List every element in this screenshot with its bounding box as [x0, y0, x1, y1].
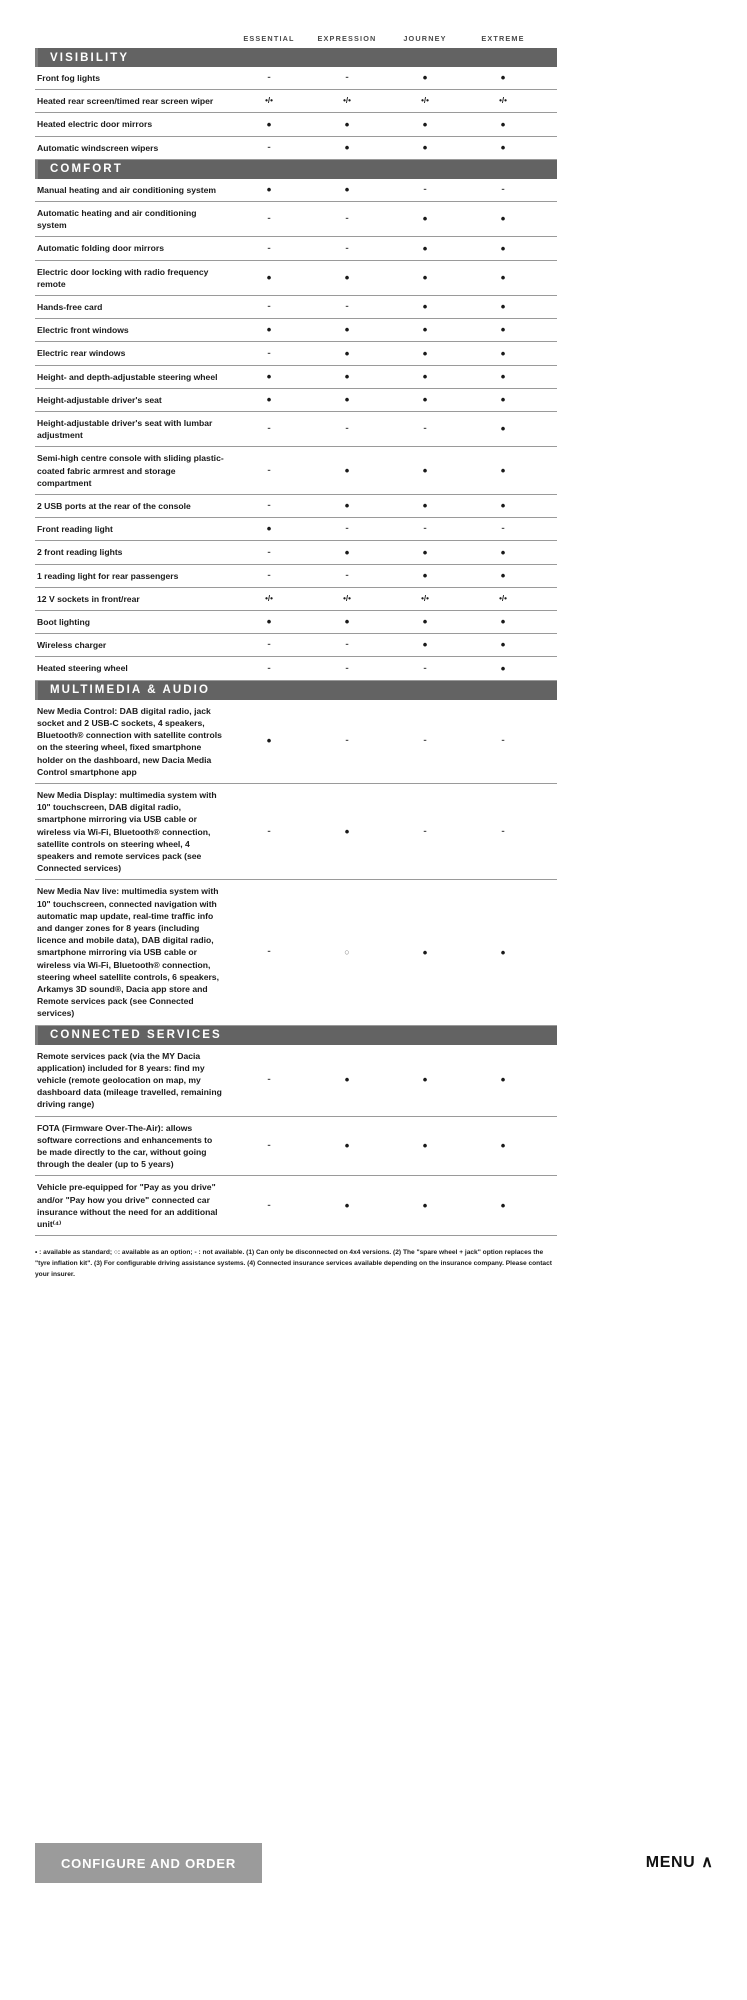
availability-cell: • [422, 322, 428, 338]
availability-cell: - [267, 825, 271, 837]
column-header-row [0, 0, 580, 48]
table-row [35, 237, 557, 260]
availability-cell: • [422, 1138, 428, 1154]
table-row [35, 880, 557, 1025]
availability-cell: • [500, 240, 506, 256]
availability-cell: • [500, 299, 506, 315]
table-row [35, 202, 557, 237]
legend-footnote: • : available as standard; ○: available as an option; - : not available. (1) Can only be disconnected on 4x4 versions. (2) The "spare wheel + jack" option replaces the "tyre inflation kit". (3) For configurable driving assistance systems. (4) Connected insurance services available depending on the insurance company. Please contact your insurer. [35, 1249, 552, 1278]
feature-label: Manual heating and air conditioning system [37, 184, 217, 195]
table-row [35, 657, 557, 680]
column-header-journey: JOURNEY [403, 34, 447, 43]
availability-cell: - [267, 500, 271, 512]
availability-cell: - [267, 72, 271, 84]
availability-cell: • [344, 368, 350, 384]
section-title: MULTIMEDIA & AUDIO [50, 684, 211, 697]
availability-cell: - [423, 662, 427, 674]
availability-cell: - [267, 569, 271, 581]
table-row [35, 1045, 557, 1117]
availability-cell: •/• [421, 96, 429, 106]
availability-cell: • [344, 345, 350, 361]
availability-cell: • [500, 421, 506, 437]
table-row [35, 518, 557, 541]
feature-label: Height-adjustable driver's seat [37, 394, 162, 405]
availability-cell: • [500, 498, 506, 514]
feature-label: Front reading light [37, 524, 113, 535]
availability-cell: - [267, 546, 271, 558]
table-row [35, 700, 557, 784]
feature-label: New Media Nav live: multimedia system with 10" touchscreen, connected navigation with automatic map update, real-time traffic info and danger zones for 8 years (including licence and mobile data), DAB digital radio, smartphone mirroring via USB cable or wireless via Wi-Fi, Bluetooth® connection, steering wheel satellite controls, 6 speakers, Arkamys 3D sound®, Dacia app store and Remote services pack (see Connected services) [37, 886, 219, 1019]
table-row [35, 412, 557, 447]
availability-cell: • [500, 1072, 506, 1088]
feature-label: Wireless charger [37, 640, 107, 651]
table-row [35, 366, 557, 389]
feature-label: Remote services pack (via the MY Dacia application) included for 8 years: find my vehicle (remote geolocation on map, my dashboard data (mileage travelled, remaining driving range) [37, 1050, 222, 1110]
availability-cell: •/• [499, 593, 507, 603]
availability-cell: • [422, 637, 428, 653]
section-title: CONNECTED SERVICES [50, 1029, 222, 1042]
availability-cell: • [500, 567, 506, 583]
availability-cell: • [422, 462, 428, 478]
availability-cell: • [422, 944, 428, 960]
availability-cell: - [267, 141, 271, 153]
availability-cell: • [500, 614, 506, 630]
table-row [35, 565, 557, 588]
table-row [35, 296, 557, 319]
feature-label: Electric rear windows [37, 348, 126, 359]
feature-label: Automatic heating and air conditioning system [37, 208, 197, 231]
feature-label: Hands-free card [37, 302, 103, 313]
availability-cell: • [422, 544, 428, 560]
availability-cell: • [500, 211, 506, 227]
feature-label: 12 V sockets in front/rear [37, 593, 140, 604]
feature-label: Front fog lights [37, 73, 101, 83]
table-row [35, 179, 557, 202]
table-row [35, 634, 557, 657]
feature-label: Vehicle pre-equipped for "Pay as you drive" and/or "Pay how you drive" connected car insurance without the need for an additional unit⁽⁴⁾ [37, 1182, 218, 1229]
availability-cell: • [266, 368, 272, 384]
availability-cell: • [344, 1072, 350, 1088]
menu-toggle[interactable] [646, 1854, 713, 1872]
availability-cell: • [422, 498, 428, 514]
availability-cell: - [267, 423, 271, 435]
availability-cell: - [267, 242, 271, 254]
table-row [35, 342, 557, 365]
section-band [35, 160, 557, 179]
availability-cell: • [500, 116, 506, 132]
table-row [35, 495, 557, 518]
availability-cell: • [266, 269, 272, 285]
availability-cell: - [267, 662, 271, 674]
availability-cell: • [344, 139, 350, 155]
availability-cell: - [345, 72, 349, 84]
availability-cell: • [344, 544, 350, 560]
availability-cell: • [500, 368, 506, 384]
availability-cell: • [422, 139, 428, 155]
availability-cell: •/• [343, 593, 351, 603]
availability-cell: • [344, 823, 350, 839]
availability-cell: • [500, 1197, 506, 1213]
availability-cell: - [345, 423, 349, 435]
table-row [35, 611, 557, 634]
section-band [35, 681, 557, 700]
availability-cell: • [266, 392, 272, 408]
table-row [35, 1117, 557, 1177]
feature-label: New Media Control: DAB digital radio, jack socket and 2 USB-C sockets, 4 speakers, Bluetooth® connection with satellite controls on the steering wheel, fixed smartphone holder on the dashboard, new Dacia Media Control smartphone app [37, 705, 222, 777]
availability-cell: • [422, 116, 428, 132]
availability-cell: • [344, 498, 350, 514]
feature-label: Boot lighting [37, 617, 90, 628]
availability-cell: • [266, 614, 272, 630]
availability-cell: • [344, 614, 350, 630]
availability-cell: - [267, 946, 271, 958]
feature-label: Automatic windscreen wipers [37, 142, 159, 153]
sections-container [0, 48, 580, 1236]
availability-cell: - [345, 639, 349, 651]
table-row [35, 137, 557, 160]
availability-cell: ○ [344, 946, 350, 957]
availability-cell: - [345, 213, 349, 225]
availability-cell: - [501, 825, 505, 837]
table-row [35, 67, 557, 90]
availability-cell: • [422, 1072, 428, 1088]
availability-cell: • [500, 269, 506, 285]
availability-cell: - [345, 523, 349, 535]
availability-cell: • [422, 1197, 428, 1213]
availability-cell: •/• [421, 593, 429, 603]
availability-cell: - [423, 423, 427, 435]
table-row [35, 261, 557, 296]
availability-cell: • [344, 322, 350, 338]
availability-cell: - [345, 662, 349, 674]
table-row [35, 90, 557, 113]
availability-cell: • [344, 1197, 350, 1213]
availability-cell: - [267, 1199, 271, 1211]
availability-cell: • [422, 269, 428, 285]
availability-cell: • [500, 322, 506, 338]
feature-label: 2 USB ports at the rear of the console [37, 501, 191, 512]
availability-cell: •/• [265, 593, 273, 603]
comparison-sheet [0, 0, 580, 1280]
feature-label: 1 reading light for rear passengers [37, 570, 179, 581]
availability-cell: • [422, 70, 428, 86]
availability-cell: • [344, 1138, 350, 1154]
availability-cell: •/• [265, 96, 273, 106]
column-header-essential: ESSENTIAL [243, 34, 295, 43]
availability-cell: • [344, 269, 350, 285]
table-row [35, 588, 557, 611]
availability-cell: - [423, 183, 427, 195]
availability-cell: - [501, 183, 505, 195]
feature-label: Height- and depth-adjustable steering wheel [37, 371, 218, 382]
availability-cell: • [422, 392, 428, 408]
availability-cell: • [344, 182, 350, 198]
column-header-expression: EXPRESSION [317, 34, 377, 43]
availability-cell: • [422, 299, 428, 315]
availability-cell: • [500, 345, 506, 361]
feature-label: Electric front windows [37, 325, 129, 336]
availability-cell: - [501, 523, 505, 535]
configure-and-order-button[interactable]: CONFIGURE AND ORDER [35, 1843, 262, 1883]
availability-cell: - [267, 347, 271, 359]
table-row [35, 1176, 557, 1236]
feature-label: Semi-high centre console with sliding plastic-coated fabric armrest and storage compartment [37, 453, 224, 488]
column-header-extreme: EXTREME [481, 34, 525, 43]
feature-label: New Media Display: multimedia system with 10" touchscreen, DAB digital radio, smartphone mirroring via USB cable or wireless via Wi-Fi, Bluetooth® connection, satellite controls on steering wheel, 4 speakers and remote services pack (see Connected services) [37, 789, 217, 874]
availability-cell: • [344, 462, 350, 478]
feature-label: FOTA (Firmware Over-The-Air): allows software corrections and enhancements to be made directly to the car, without going through the dealer (up to 5 years) [37, 1122, 213, 1170]
chevron-up-icon: ∧ [701, 1854, 713, 1871]
feature-label: 2 front reading lights [37, 547, 123, 558]
availability-cell: • [266, 182, 272, 198]
availability-cell: - [423, 523, 427, 535]
availability-cell: • [422, 345, 428, 361]
availability-cell: • [500, 660, 506, 676]
availability-cell: • [500, 944, 506, 960]
availability-cell: • [422, 368, 428, 384]
section-band [35, 48, 557, 67]
availability-cell: • [266, 733, 272, 749]
availability-cell: • [500, 544, 506, 560]
section-band [35, 1026, 557, 1045]
section-title: COMFORT [50, 163, 123, 176]
availability-cell: • [344, 392, 350, 408]
availability-cell: • [266, 521, 272, 537]
availability-cell: • [344, 116, 350, 132]
availability-cell: • [500, 70, 506, 86]
table-row [35, 113, 557, 136]
availability-cell: •/• [343, 96, 351, 106]
availability-cell: • [422, 567, 428, 583]
availability-cell: • [500, 139, 506, 155]
table-row [35, 784, 557, 880]
availability-cell: - [267, 1074, 271, 1086]
availability-cell: • [500, 392, 506, 408]
feature-label: Electric door locking with radio frequency remote [37, 266, 209, 289]
availability-cell: - [501, 735, 505, 747]
availability-cell: • [500, 462, 506, 478]
feature-label: Heated electric door mirrors [37, 119, 153, 130]
availability-cell: • [500, 637, 506, 653]
availability-cell: - [423, 735, 427, 747]
section-title: VISIBILITY [50, 51, 130, 64]
availability-cell: • [266, 322, 272, 338]
menu-label: MENU [645, 1854, 696, 1871]
availability-cell: - [267, 1139, 271, 1151]
availability-cell: - [267, 464, 271, 476]
table-row [35, 541, 557, 564]
feature-label: Heated rear screen/timed rear screen wiper [37, 96, 214, 107]
availability-cell: • [266, 116, 272, 132]
feature-label: Height-adjustable driver's seat with lumbar adjustment [37, 418, 213, 441]
availability-cell: - [267, 213, 271, 225]
feature-label: Automatic folding door mirrors [37, 243, 164, 254]
availability-cell: - [267, 301, 271, 313]
availability-cell: - [345, 569, 349, 581]
table-row [35, 447, 557, 495]
table-row [35, 319, 557, 342]
availability-cell: - [423, 825, 427, 837]
availability-cell: • [422, 240, 428, 256]
feature-label: Heated steering wheel [37, 663, 128, 674]
bottom-action-bar [0, 1828, 747, 1898]
table-row [35, 389, 557, 412]
availability-cell: - [345, 242, 349, 254]
availability-cell: • [422, 211, 428, 227]
availability-cell: - [267, 639, 271, 651]
availability-cell: - [345, 735, 349, 747]
availability-cell: •/• [499, 96, 507, 106]
availability-cell: - [345, 301, 349, 313]
availability-cell: • [422, 614, 428, 630]
availability-cell: • [500, 1138, 506, 1154]
